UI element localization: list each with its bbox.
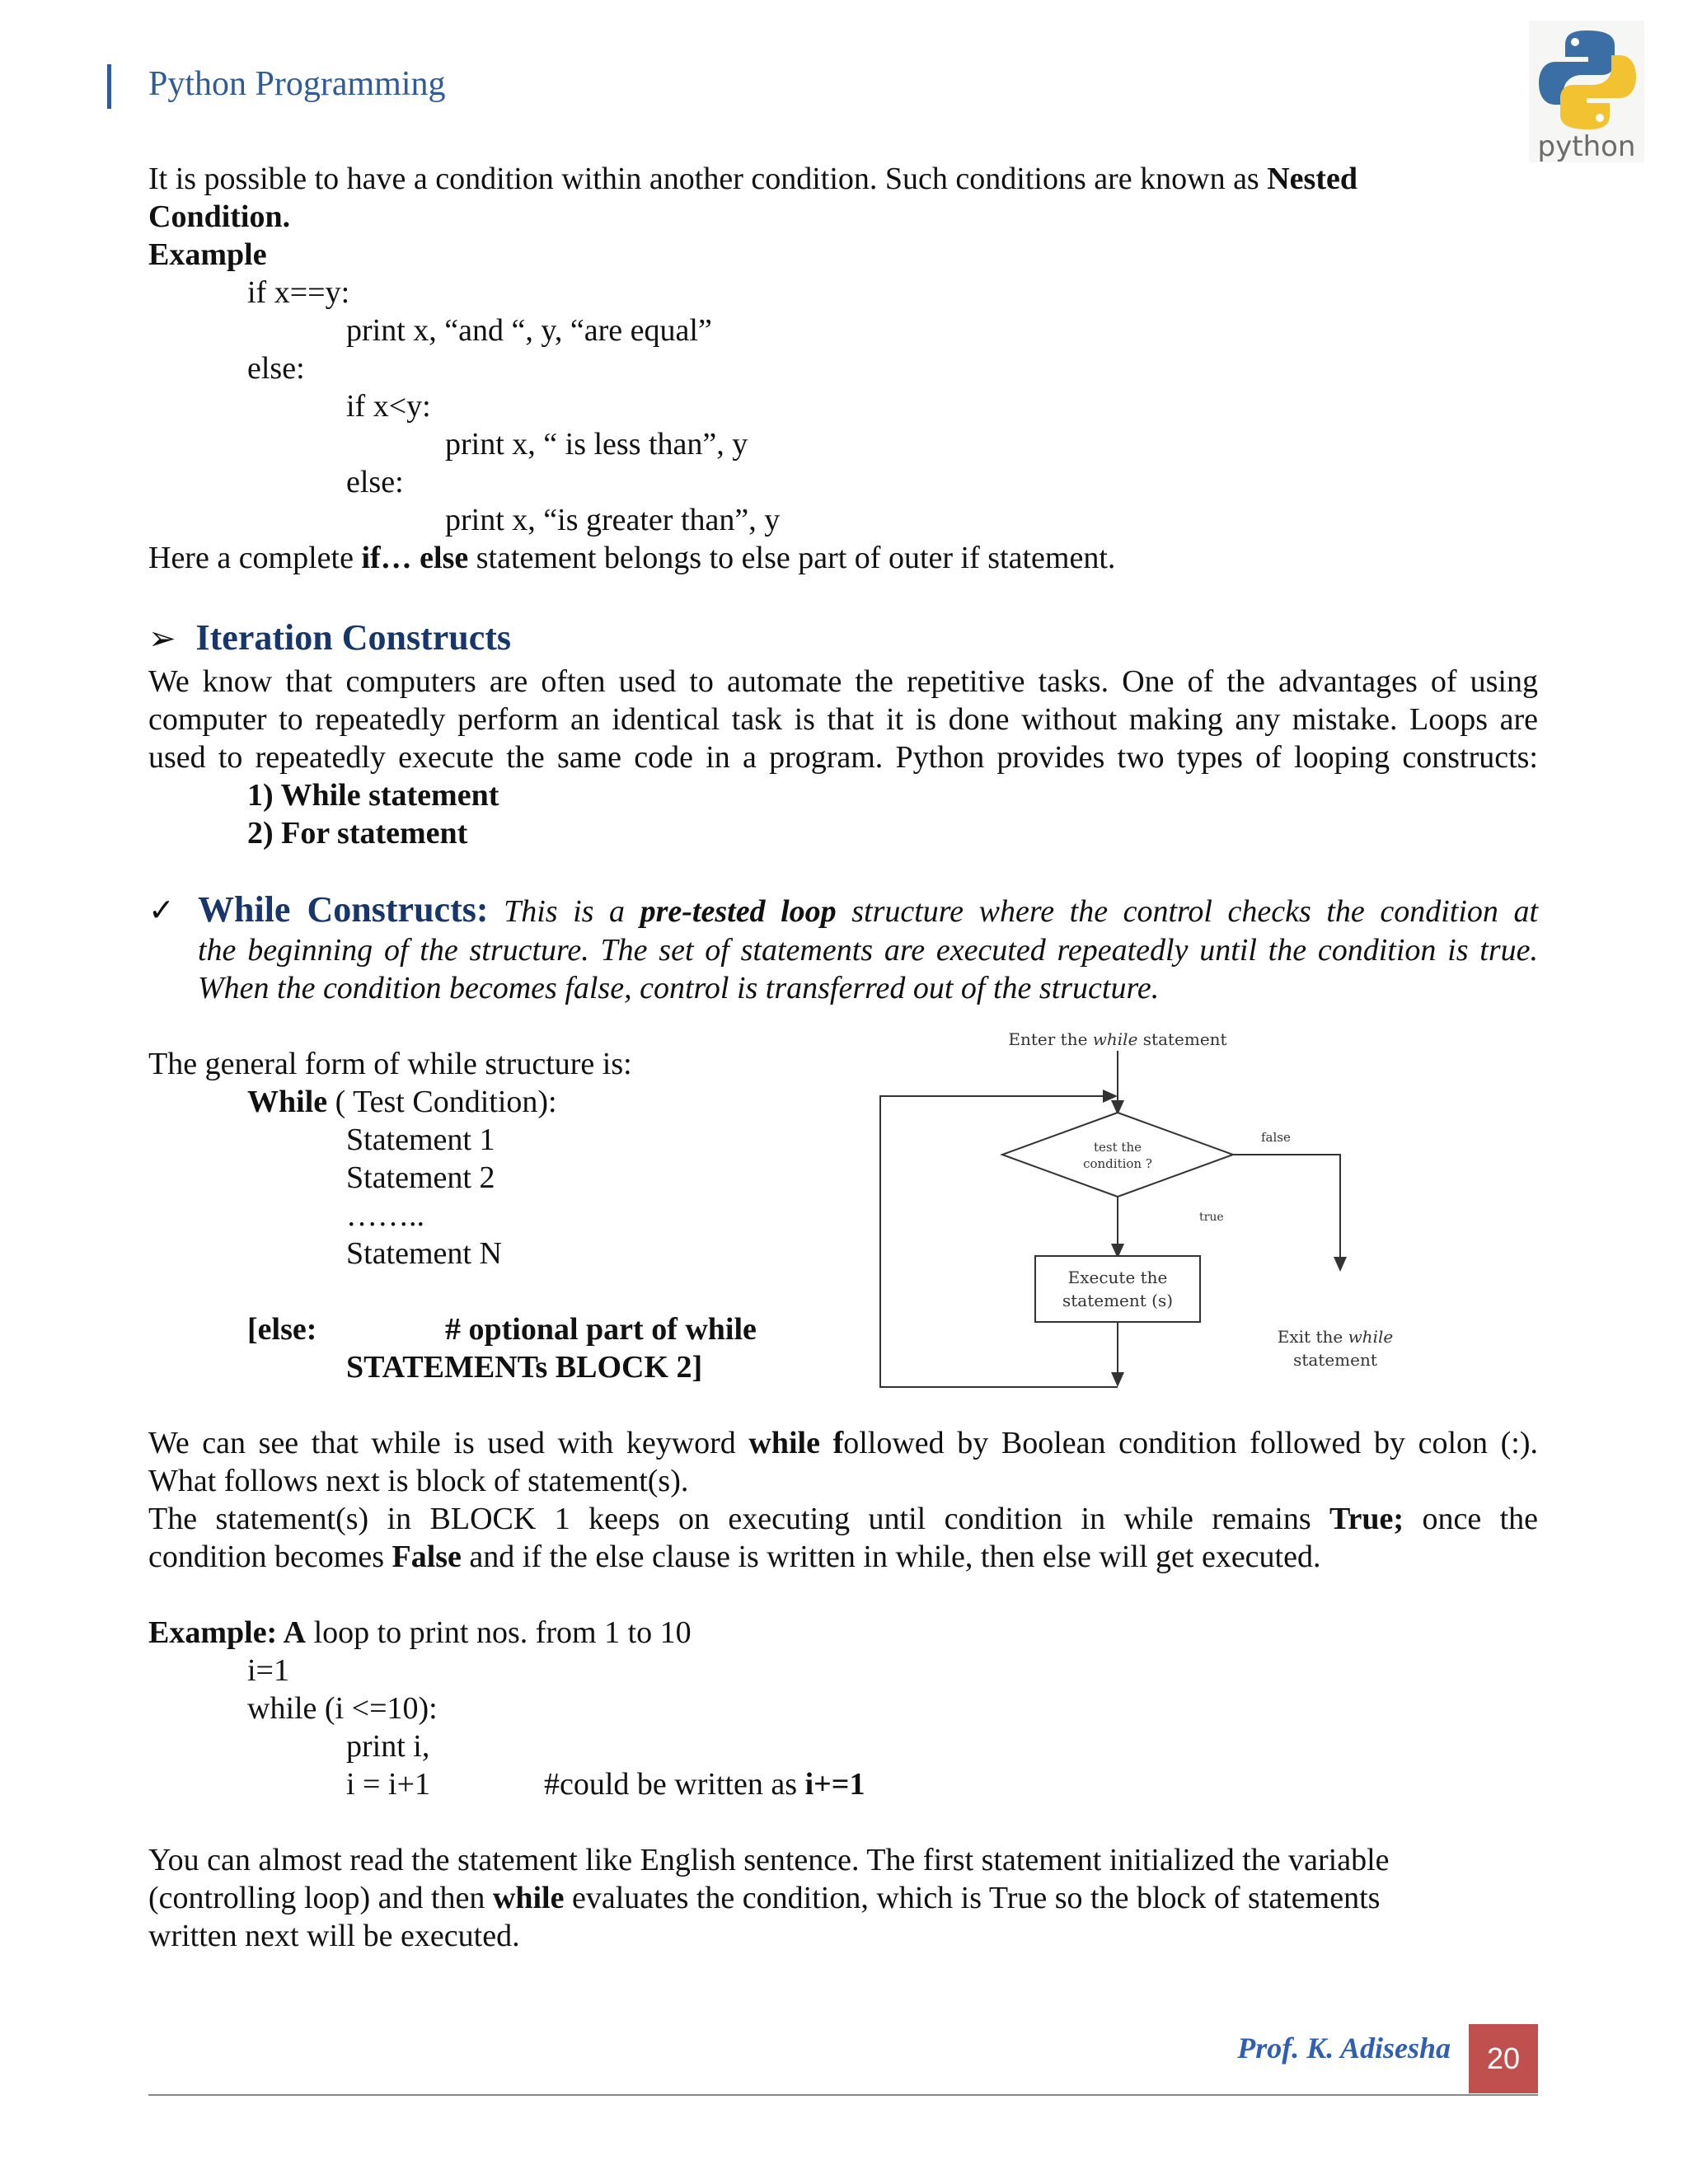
arrow-bullet-icon: ➢: [148, 620, 176, 658]
nested-code-line: else:: [247, 351, 305, 386]
else-comment: # optional part of while: [445, 1312, 757, 1347]
while-line1-post: structure where the control checks the condition at: [836, 894, 1539, 929]
general-form-statement: Statement N: [346, 1236, 502, 1271]
check-bullet-icon: ✓: [148, 892, 175, 928]
block2-text: STATEMENTs BLOCK 2]: [346, 1350, 703, 1385]
nested-term: Nested: [1267, 162, 1357, 196]
closing-bold: while: [492, 1881, 565, 1915]
nested-code-line: if x<y:: [346, 389, 431, 424]
python-logo-text: python: [1537, 130, 1636, 163]
general-form-statement: Statement 2: [346, 1160, 495, 1195]
flowchart-enter-label: Enter the while statement: [1008, 1029, 1227, 1049]
example-label-text: Example: [148, 237, 267, 272]
example2-code-line: i = i+1: [346, 1767, 430, 1802]
else-keyword: [else:: [247, 1312, 317, 1347]
explanation-line1: [148, 1424, 1538, 1462]
general-form-while: [247, 1083, 557, 1121]
while-line3-text: When the condition becomes false, control is transferred out of the structure.: [198, 971, 1160, 1005]
loop-type-item: [247, 814, 467, 852]
summary-bold: if… else: [361, 541, 469, 575]
footer-author: Prof. K. Adisesha: [1237, 2032, 1451, 2064]
nested-code-line: print x, “is greater than”, y: [445, 503, 781, 537]
summary-post: statement belongs to else part of outer if statement.: [468, 541, 1116, 575]
header-title: Python Programming: [148, 65, 446, 103]
nested-code-line: else:: [346, 465, 404, 499]
flow-exit-label-line2: statement: [1293, 1350, 1377, 1370]
nested-term-cont: Condition.: [148, 199, 291, 234]
while-constructs-line3: [198, 969, 1159, 1007]
while-keyword: While: [247, 1085, 328, 1119]
nested-summary: [148, 539, 1115, 577]
example2-code-line: i=1: [247, 1653, 289, 1688]
example-label: [148, 236, 267, 274]
iteration-para-line: We know that computers are often used to automate the repetitive tasks. One of the advantages of using: [148, 664, 1538, 699]
while-test-condition: ( Test Condition):: [327, 1085, 557, 1119]
while-constructs-heading: While Constructs:: [198, 889, 489, 930]
explanation-bold: True;: [1329, 1502, 1404, 1536]
header-accent-bar: [107, 64, 111, 109]
flow-false-label: false: [1261, 1130, 1291, 1145]
nested-intro-line2: [148, 198, 290, 236]
closing-line1: You can almost read the statement like English sentence. The first statement initialized the variable: [148, 1843, 1390, 1877]
loop-type-while: 1) While statement: [247, 778, 499, 813]
explanation-text: The statement(s) in BLOCK 1 keeps on executing until condition in while remains: [148, 1502, 1330, 1536]
closing-line3: written next will be executed.: [148, 1919, 520, 1953]
explanation-text: and if the else clause is written in while, then else will get executed.: [461, 1540, 1321, 1574]
general-form-else: [247, 1310, 316, 1348]
iteration-para-line: used to repeatedly execute the same code in a program. Python provides two types of looping constructs:: [148, 740, 1538, 775]
explanation-text: once the: [1404, 1502, 1539, 1536]
flow-decision-text: condition ?: [1083, 1156, 1152, 1171]
closing-text: evaluates the condition, which is True so the block of statements: [564, 1881, 1381, 1915]
python-logo-icon: [1529, 21, 1644, 162]
flow-execute-box: [1035, 1256, 1200, 1322]
example2-comment: [544, 1765, 865, 1803]
general-form-statement: ……..: [346, 1198, 424, 1233]
while-line1-pre: This is a: [504, 894, 640, 929]
explanation-text: condition becomes: [148, 1540, 392, 1574]
flow-exit-label: Exit the while: [1277, 1327, 1394, 1347]
example2-comment-bold: i+=1: [804, 1767, 865, 1802]
closing-text: (controlling loop) and then: [148, 1881, 493, 1915]
explanation-line3: [148, 1500, 1538, 1538]
explanation-bold: while f: [748, 1426, 844, 1460]
iteration-para-line: computer to repeatedly perform an identical task is that it is done without making any mistake. Loops are: [148, 702, 1538, 737]
example2-label: [148, 1614, 692, 1652]
explanation-bold: False: [392, 1540, 462, 1574]
explanation-line4: [148, 1538, 1320, 1576]
nested-code-line: print x, “and “, y, “are equal”: [346, 313, 712, 348]
while-line2-text: the beginning of the structure. The set of statements are executed repeatedly until the condition is true.: [198, 933, 1538, 968]
page-number-badge: 20: [1469, 2024, 1538, 2093]
iteration-heading-row: [148, 616, 511, 661]
flow-decision-text: test the: [1094, 1140, 1142, 1155]
general-form-block2: [346, 1348, 702, 1386]
flow-arrow-false: [1233, 1155, 1340, 1265]
loop-type-for: 2) For statement: [247, 816, 468, 851]
summary-pre: Here a complete: [148, 541, 362, 575]
example2-label-bold: Example: A: [148, 1615, 307, 1650]
explanation-text: ollowed by Boolean condition followed by colon (:).: [843, 1426, 1538, 1460]
example2-comment-text: #could be written as: [544, 1767, 805, 1802]
nested-intro-line1: [148, 160, 1357, 198]
pre-tested-loop-term: pre-tested loop: [640, 894, 837, 929]
flow-decision-diamond: [1002, 1113, 1233, 1197]
flow-true-label: true: [1199, 1211, 1224, 1224]
flow-execute-text: statement (s): [1062, 1291, 1174, 1310]
iteration-heading: Iteration Constructs: [195, 617, 512, 658]
while-flowchart: [874, 1026, 1394, 1389]
nested-code-line: if x==y:: [247, 275, 350, 310]
general-form-statement: Statement 1: [346, 1122, 495, 1157]
flow-execute-text: Execute the: [1067, 1268, 1168, 1287]
footer-divider: [148, 2094, 1538, 2096]
closing-line2: [148, 1879, 1380, 1917]
example2-code-line: print i,: [346, 1729, 430, 1764]
while-constructs-line2: [198, 931, 1538, 969]
example2-label-rest: loop to print nos. from 1 to 10: [306, 1615, 692, 1650]
general-form-intro: The general form of while structure is:: [148, 1047, 632, 1081]
general-form-else-comment: [445, 1310, 757, 1348]
nested-code-line: print x, “ is less than”, y: [445, 427, 748, 462]
example2-code-line: while (i <=10):: [247, 1691, 438, 1726]
nested-intro-text: It is possible to have a condition within another condition. Such conditions are known as: [148, 162, 1268, 196]
explanation-text: We can see that while is used with keyword: [148, 1426, 749, 1460]
explanation-line2: What follows next is block of statement(s).: [148, 1464, 689, 1498]
loop-type-item: [247, 776, 499, 814]
while-constructs-line1: [198, 888, 1538, 933]
